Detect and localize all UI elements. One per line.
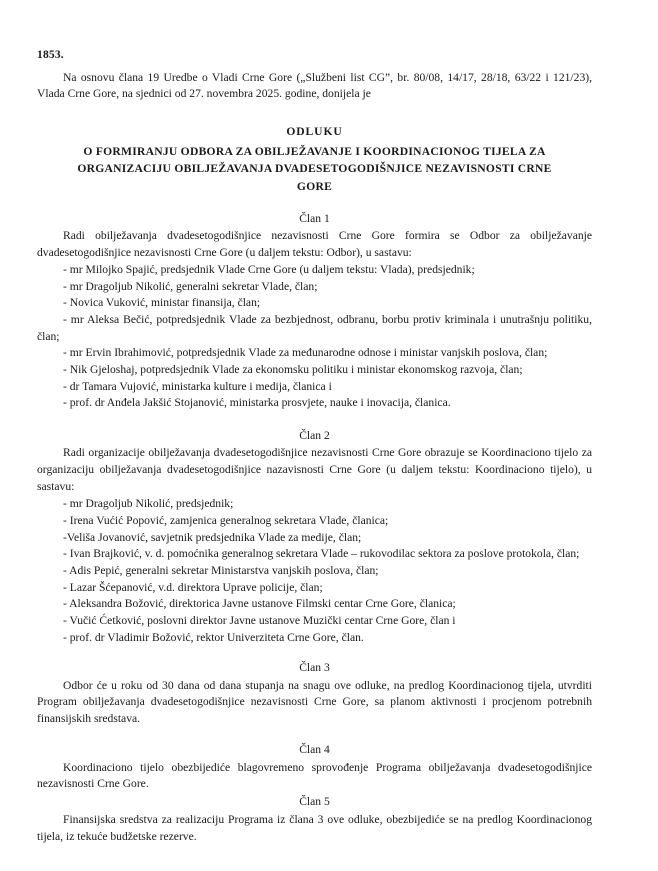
article-2-heading: Član 2 [299,429,330,443]
section-spacer [37,412,592,419]
list-item: - Ivan Brajković, v. d. pomoćnika generalnog sekretara Vlade – rukovodilac sektora za poslove protokola, član; [63,547,580,561]
list-item: - Vučić Ćetković, poslovni direktor Javne ustanove Muzički centar Crne Gore, član i [63,613,456,627]
article-1-heading: Član 1 [299,211,330,225]
list-item: - dr Tamara Vujović, ministarka kulture i medija, članica i [63,379,332,393]
list-item: - Lazar Šćepanović, v.d. direktora Uprave policije, član; [63,580,323,594]
list-item: - prof. dr Anđela Jakšić Stojanović, ministarka prosvjete, nauke i inovacija, članica. [63,396,451,410]
list-item: - Novica Vuković, ministar finansija, član; [63,296,261,310]
list-item: - mr Milojko Spajić, predsjednik Vlade Crne Gore (u daljem tekstu: Vlada), predsjednik; [63,262,475,276]
article-4-heading: Član 4 [299,743,330,757]
list-item: - Nik Gjeloshaj, potpredsjednik Vlade za ekonomsku politiku i ministar ekonomskog razvoja, član; [63,363,523,377]
list-item: - Adis Pepić, generalni sekretar Ministarstva vanjskih poslova, član; [63,563,379,577]
article-5-section [37,794,592,845]
document-title-main: ODLUKU [286,125,343,139]
article-5-paragraph: Finansijska sredstva za realizaciju Programa iz člana 3 ove odluke, obezbijediće se na predlog Koordinacionog tijela, iz tekuće budžetske rezerve. [37,812,592,843]
list-item: - mr Aleksa Bečić, potpredsjednik Vlade za bezbjednost, odbranu, borbu protiv kriminala i unutrašnju politiku, član; [37,313,592,343]
list-item: - prof. dr Vladimir Božović, rektor Univerziteta Crne Gore, član. [63,630,364,644]
section-spacer [37,728,592,741]
list-item: - mr Ervin Ibrahimović, potpredsjednik Vlade za međunarodne odnose i ministar vanjskih poslova, član; [63,346,548,360]
article-5-heading: Član 5 [299,795,330,809]
article-4-section [37,742,592,793]
list-item: - mr Dragoljub Nikolić, generalni sekretar Vlade, član; [63,279,318,293]
document-number: 1853. [37,49,64,61]
article-2-paragraph: Radi organizacije obilježavanja dvadesetogodišnjice nezavisnosti Crne Gore obrazuje se Koordinaciono tijelo za organizaciju obilježavanja dvadesetogodišnjice nazavisnosti Crne Gore (u daljem tekstu: Koordinaciono tijelo), u sastavu: [37,446,592,494]
section-spacer [37,646,592,659]
list-item: - mr Dragoljub Nikolić, predsjednik; [63,497,234,511]
list-item: - Irena Vućić Popović, zamjenica generalnog sekretara Vlade, članica; [63,513,389,527]
list-item: - Aleksandra Božović, direktorica Javne ustanove Filmski centar Crne Gore, članica; [63,597,456,611]
article-3-section [37,660,592,728]
list-item: -Veliša Jovanović, savjetnik predsjednika Vlade za medije, član; [63,530,362,544]
article-3-paragraph: Odbor će u roku od 30 dana od dana stupanja na snagu ove odluke, na predlog Koordinacionog tijela, utvrditi Program obilježavanja dvadesetogodišnjice nezavisnosti Crne Gore, sa planom aktivnosti i procjenom potrebnih finansijskih sredstava. [37,678,592,726]
preamble-paragraph: Na osnovu člana 19 Uredbe o Vladi Crne Gore („Službeni list CG”, br. 80/08, 14/17, 28/18, 63/22 i 121/23), Vlada Crne Gore, na sjednici od 27. novembra 2025. godine, donijela je [37,70,592,101]
document-title-subtitle: O FORMIRANJU ODBORA ZA OBILJEŽAVANJE I KOORDINACIONOG TIJELA ZA ORGANIZACIJU OBILJEŽAVANJA DVADESETOGODIŠNJICE NEZAVISNOSTI CRNE GORE [77,144,552,193]
article-3-heading: Član 3 [299,661,330,675]
article-2-section [37,428,592,646]
document-title-block [37,123,592,195]
article-1-section [37,211,592,412]
article-4-paragraph: Koordinaciono tijelo obezbijediće blagovremeno sprovođenje Programa obilježavanja dvadesetogodišnjice nezavisnosti Crne Gore. [37,760,592,791]
article-1-paragraph: Radi obilježavanja dvadesetogodišnjice nezavisnosti Crne Gore formira se Odbor za obilježavanje dvadesetogodišnjice nezavisnosti Crne Gore (u daljem tekstu: Odbor), u sastavu: [37,229,592,260]
